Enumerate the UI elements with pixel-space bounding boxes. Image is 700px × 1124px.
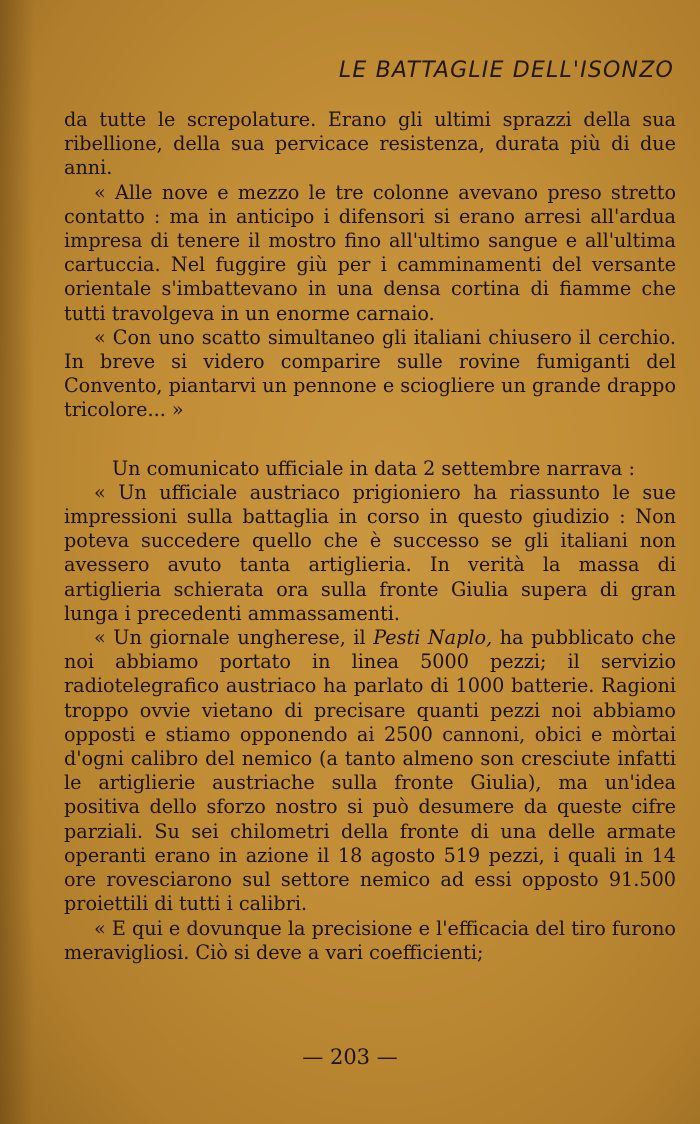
paragraph-pesti-naplo <box>64 626 676 916</box>
paragraph: « Un ufficiale austriaco prigioniero ha riassunto le sue impressioni sulla battaglia in corso in questo giudizio : Non poteva succedere quello che è successo se gli italiani non avessero avuto tanta artiglieria. In verità la massa di artiglieria schierata ora sulla fronte Giulia supera di gran lunga i precedenti ammassamenti. <box>64 480 676 625</box>
paragraph: « E qui e dovunque la precisione e l'efficacia del tiro furono meravigliosi. Ciò si deve a vari coefficienti; <box>64 916 676 964</box>
body-text <box>64 108 676 965</box>
paragraph: « Alle nove e mezzo le tre colonne avevano preso stretto contatto : ma in anticipo i difensori si erano arresi all'ardua impresa di tenere il mostro fino all'ultimo sangue e all'ultima cartuccia. Nel fuggire giù per i camminamenti del versante orientale s'imbattevano in una densa cortina di fiamme che tutti travolgeva in un enorme carnaio. <box>64 180 676 325</box>
paragraph: Un comunicato ufficiale in data 2 settembre narrava : <box>112 456 635 480</box>
paragraph: da tutte le screpolature. Erano gli ultimi sprazzi della sua ribellione, della sua pervicace resistenza, durata più di due anni. <box>64 108 676 180</box>
page-number: — 203 — <box>302 1045 398 1069</box>
paragraph: « Con uno scatto simultaneo gli italiani chiusero il cerchio. In breve si videro comparire sulle rovine fumiganti del Convento, piantarvi un pennone e sciogliere un grande drappo tricolore... » <box>64 325 676 422</box>
paragraph-text: ha pubblicato che noi abbiamo portato in linea 5000 pezzi; il servizio radiotelegrafico austriaco ha parlato di 1000 batterie. Ragioni troppo ovvie vietano di precisare quanti pezzi noi abbiamo opposti e stiamo opponendo ai 2500 cannoni, obici e mòrtai d'ogni calibro del nemico (a tanto almeno son cresciute infatti le artiglierie austriache sulla fronte Giulia), ma un'idea positiva dello sforzo nostro si può desumere da queste cifre parziali. Su sei chilometri della fronte di una delle armate operanti erano in azione il 18 agosto 519 pezzi, i quali in 14 ore rovesciarono sul settore nemico ad essi opposto 91.500 proiettili di tutti i calibri. <box>64 626 677 916</box>
newspaper-title: Pesti Naplo, <box>373 626 493 650</box>
running-head: LE BATTAGLIE DELL'ISONZO <box>338 58 674 83</box>
paragraph-text: « Un giornale ungherese, il <box>94 626 374 650</box>
section-break <box>64 423 676 457</box>
binding-shadow <box>0 0 34 1124</box>
